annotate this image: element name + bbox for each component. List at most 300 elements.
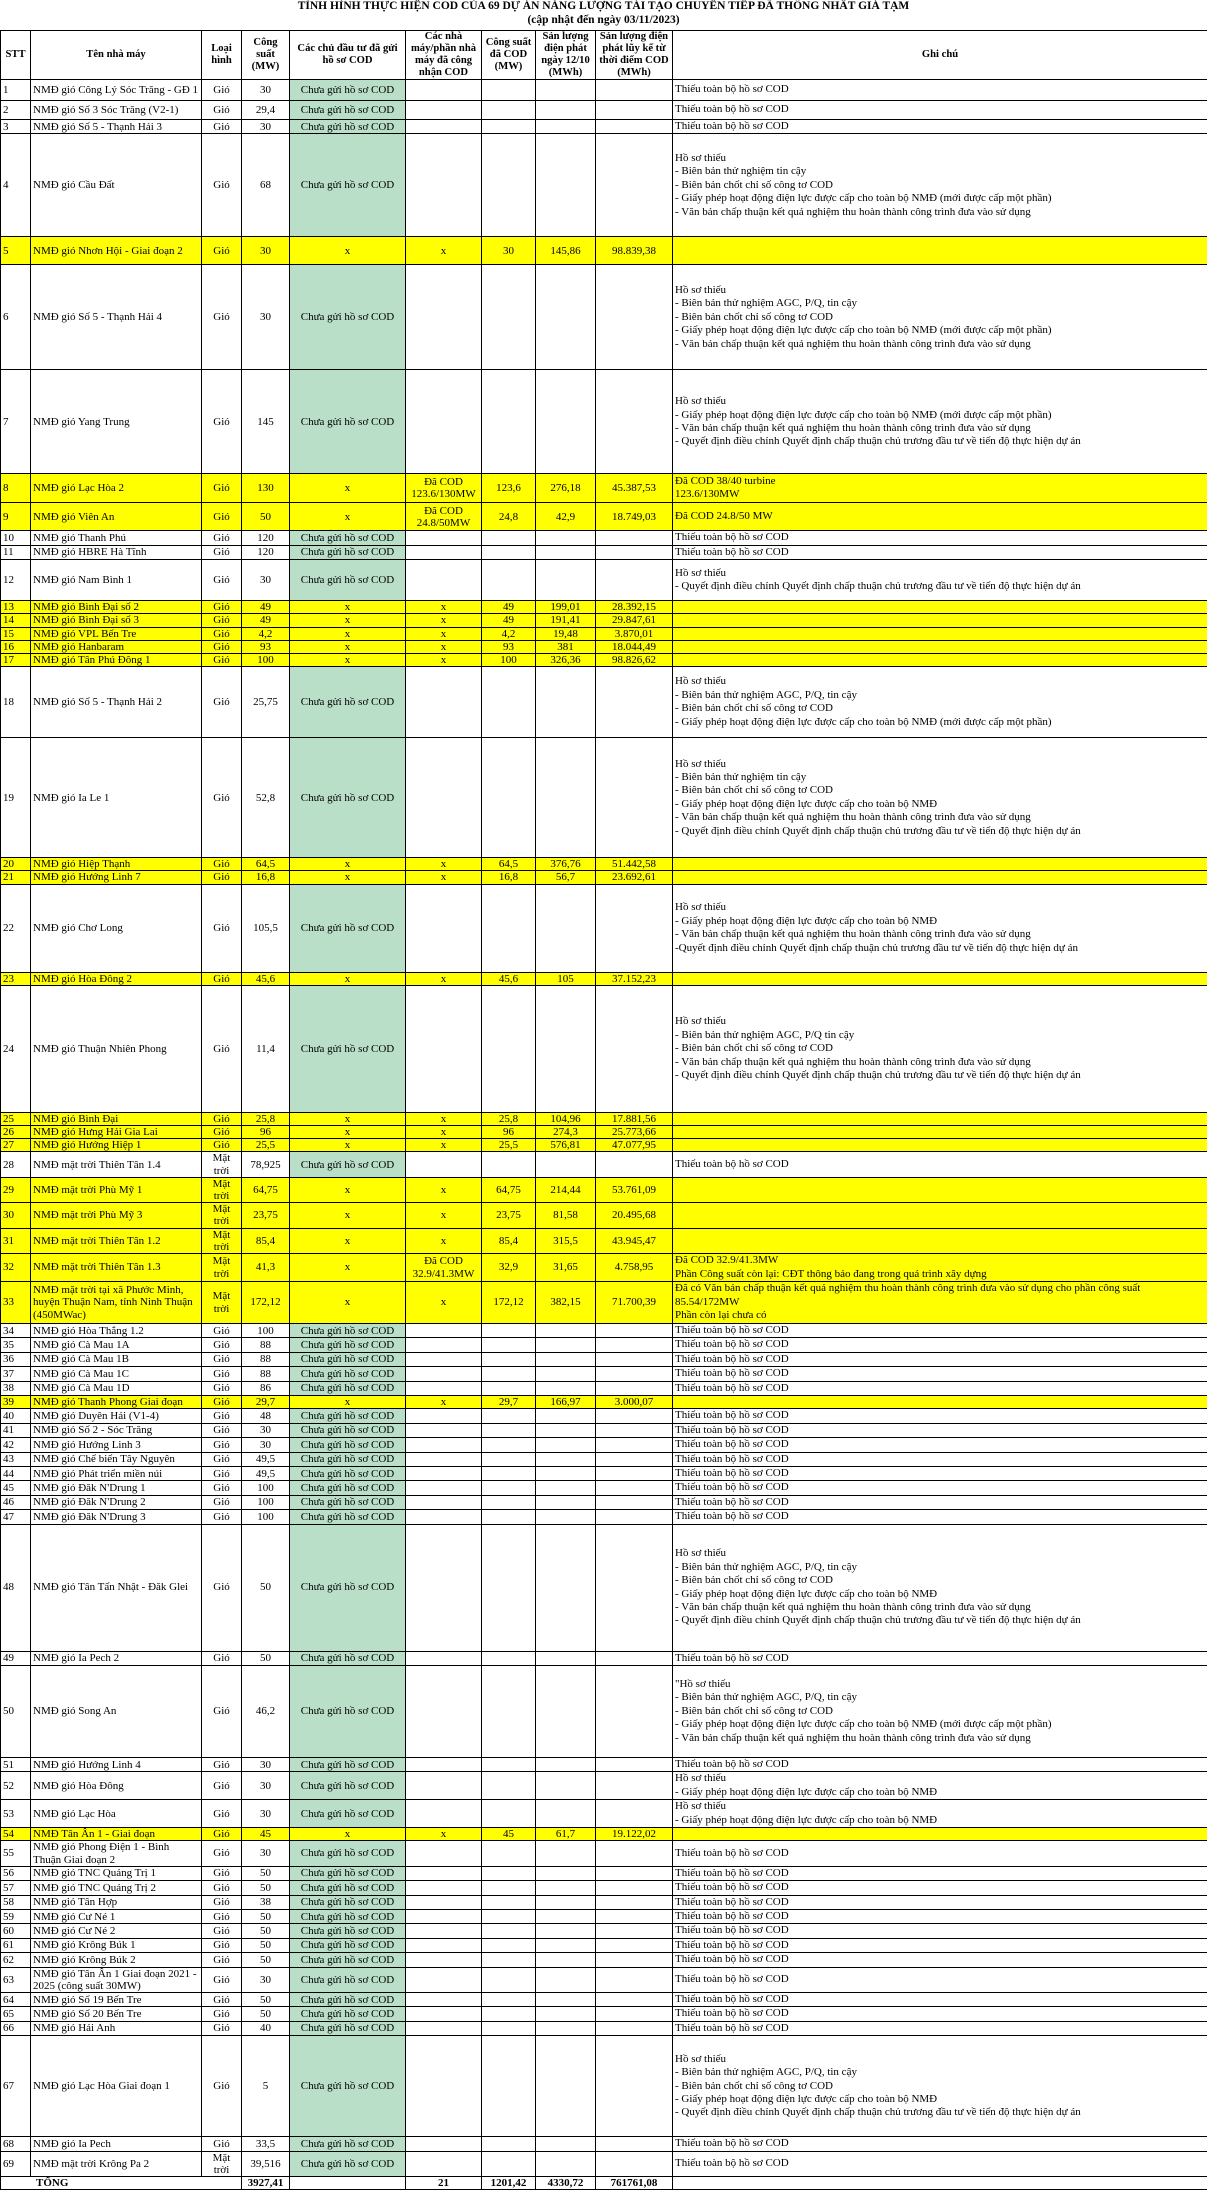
capacity: 25,75 xyxy=(242,667,290,738)
plant-name: NMĐ gió Cầu Đất xyxy=(31,134,202,237)
plant-type: Gió xyxy=(202,1409,242,1423)
cumulative-output xyxy=(596,1352,673,1366)
cod-capacity xyxy=(482,560,536,601)
notes xyxy=(673,1126,1207,1139)
plant-type: Gió xyxy=(202,1324,242,1338)
row-stt: 68 xyxy=(1,2137,31,2151)
cod-recognized xyxy=(406,1651,482,1665)
cod-capacity xyxy=(482,531,536,545)
table-row xyxy=(1,1967,1207,1992)
daily-output xyxy=(536,1152,596,1177)
table-row xyxy=(1,627,1207,640)
daily-output: 104,96 xyxy=(536,1112,596,1125)
capacity: 29,7 xyxy=(242,1396,290,1409)
plant-type: Gió xyxy=(202,2007,242,2021)
capacity: 96 xyxy=(242,1126,290,1139)
cod-capacity: 23,75 xyxy=(482,1203,536,1228)
daily-output xyxy=(536,2021,596,2035)
daily-output xyxy=(536,1665,596,1757)
cumulative-output xyxy=(596,1953,673,1967)
capacity: 25,8 xyxy=(242,1112,290,1125)
table-row xyxy=(1,1338,1207,1352)
table-row xyxy=(1,560,1207,601)
row-stt: 10 xyxy=(1,531,31,545)
plant-name: NMĐ gió Krông Búk 1 xyxy=(31,1938,202,1952)
daily-output xyxy=(536,2151,596,2176)
plant-name: NMĐ gió Cư Né 2 xyxy=(31,1924,202,1938)
total-notes xyxy=(673,2177,1207,2190)
cumulative-output xyxy=(596,1367,673,1381)
cod-recognized: x xyxy=(406,237,482,265)
notes: Hồ sơ thiếu - Giấy phép hoạt động điện lực được cấp cho toàn bộ NMĐ - Văn bản chấp thuận kết quả nghiệm thu hoàn thành công trình đưa vào sử dụng -Quyết định điều chỉnh Quyết định chấp thuận chủ trương đầu tư về tiến độ thực hiện dự án xyxy=(673,884,1207,972)
daily-output xyxy=(536,1423,596,1437)
cod-recognized xyxy=(406,80,482,101)
capacity: 120 xyxy=(242,545,290,559)
row-stt: 17 xyxy=(1,654,31,667)
row-stt: 42 xyxy=(1,1438,31,1452)
notes: Đã có Văn bản chấp thuận kết quả nghiệm thu hoàn thành công trình đưa vào sử dụng cho phần công suất 85.54/172MW Phần còn lại chưa có xyxy=(673,1282,1207,1324)
cod-submitted: x xyxy=(290,654,406,667)
plant-type: Gió xyxy=(202,1452,242,1466)
cumulative-output xyxy=(596,120,673,134)
cod-capacity: 49 xyxy=(482,614,536,627)
notes: Thiếu toàn bộ hồ sơ COD xyxy=(673,1895,1207,1909)
notes: Thiếu toàn bộ hồ sơ COD xyxy=(673,101,1207,120)
cod-recognized xyxy=(406,1757,482,1771)
notes xyxy=(673,858,1207,871)
cod-recognized xyxy=(406,265,482,370)
row-stt: 32 xyxy=(1,1254,31,1282)
plant-name: NMĐ gió Hướng Linh 7 xyxy=(31,871,202,884)
table-row xyxy=(1,1953,1207,1967)
capacity: 50 xyxy=(242,1953,290,1967)
table-row xyxy=(1,101,1207,120)
cod-submitted: x xyxy=(290,1126,406,1139)
notes: Thiếu toàn bộ hồ sơ COD xyxy=(673,545,1207,559)
daily-output xyxy=(536,80,596,101)
notes: Thiếu toàn bộ hồ sơ COD xyxy=(673,1841,1207,1866)
notes: Hồ sơ thiếu - Biên bản thử nghiệm tin cậy - Biên bản chốt chỉ số công tơ COD - Giấy phép hoạt động điện lực được cấp cho toàn bộ NMĐ - Văn bản chấp thuận kết quả nghiệm thu hoàn thành công trình đưa vào sử dụng - Quyết định điều chỉnh Quyết định chấp thuận chủ trương đầu tư về tiến độ thực hiện dự án xyxy=(673,738,1207,858)
plant-name: NMĐ gió Thanh Phú xyxy=(31,531,202,545)
cod-recognized: x xyxy=(406,1828,482,1841)
plant-type: Gió xyxy=(202,2021,242,2035)
table-row xyxy=(1,667,1207,738)
plant-name: NMĐ gió Yang Trung xyxy=(31,370,202,474)
daily-output: 81,58 xyxy=(536,1203,596,1228)
table-row xyxy=(1,1254,1207,1282)
cumulative-output xyxy=(596,1510,673,1524)
notes: Thiếu toàn bộ hồ sơ COD xyxy=(673,2151,1207,2176)
cod-recognized xyxy=(406,1409,482,1423)
capacity: 100 xyxy=(242,1481,290,1495)
cod-capacity xyxy=(482,2021,536,2035)
cumulative-output xyxy=(596,1524,673,1651)
notes: Thiếu toàn bộ hồ sơ COD xyxy=(673,1466,1207,1480)
cumulative-output xyxy=(596,1324,673,1338)
cumulative-output xyxy=(596,1381,673,1395)
cod-submitted: Chưa gửi hồ sơ COD xyxy=(290,667,406,738)
cod-recognized xyxy=(406,1381,482,1395)
table-row xyxy=(1,601,1207,614)
cod-recognized: x xyxy=(406,1112,482,1125)
cumulative-output: 98.839,38 xyxy=(596,237,673,265)
capacity: 45 xyxy=(242,1828,290,1841)
cumulative-output xyxy=(596,1481,673,1495)
plant-type: Gió xyxy=(202,858,242,871)
notes xyxy=(673,1203,1207,1228)
daily-output xyxy=(536,1438,596,1452)
cumulative-output xyxy=(596,560,673,601)
total-daily-output: 4330,72 xyxy=(536,2177,596,2190)
cod-submitted: Chưa gửi hồ sơ COD xyxy=(290,1352,406,1366)
col-header-cod-submitted: Các chủ đầu tư đã gửi hồ sơ COD xyxy=(290,31,406,80)
plant-name: NMĐ gió Cà Mau 1B xyxy=(31,1352,202,1366)
cod-recognized xyxy=(406,2036,482,2137)
plant-type: Gió xyxy=(202,1841,242,1866)
row-stt: 56 xyxy=(1,1866,31,1880)
plant-type: Gió xyxy=(202,738,242,858)
plant-name: NMĐ gió Bình Đại số 3 xyxy=(31,614,202,627)
cumulative-output xyxy=(596,1881,673,1895)
plant-type: Gió xyxy=(202,1352,242,1366)
row-stt: 5 xyxy=(1,237,31,265)
cod-submitted: x xyxy=(290,1254,406,1282)
notes: Thiếu toàn bộ hồ sơ COD xyxy=(673,1910,1207,1924)
row-stt: 67 xyxy=(1,2036,31,2137)
cumulative-output: 28.392,15 xyxy=(596,601,673,614)
daily-output xyxy=(536,985,596,1112)
cumulative-output: 43.945,47 xyxy=(596,1228,673,1253)
cumulative-output: 3.000,07 xyxy=(596,1396,673,1409)
capacity: 105,5 xyxy=(242,884,290,972)
plant-name: NMĐ gió Nam Bình 1 xyxy=(31,560,202,601)
notes: Thiếu toàn bộ hồ sơ COD xyxy=(673,2021,1207,2035)
cod-submitted: Chưa gửi hồ sơ COD xyxy=(290,1338,406,1352)
daily-output xyxy=(536,1757,596,1771)
cod-submitted: Chưa gửi hồ sơ COD xyxy=(290,1438,406,1452)
table-row xyxy=(1,1352,1207,1366)
plant-type: Gió xyxy=(202,884,242,972)
cod-submitted: Chưa gửi hồ sơ COD xyxy=(290,1993,406,2007)
plant-type: Gió xyxy=(202,1665,242,1757)
plant-type: Gió xyxy=(202,2036,242,2137)
plant-name: NMĐ gió Hòa Đông xyxy=(31,1772,202,1800)
table-row xyxy=(1,120,1207,134)
cumulative-output xyxy=(596,1757,673,1771)
cod-submitted: Chưa gửi hồ sơ COD xyxy=(290,1772,406,1800)
capacity: 130 xyxy=(242,474,290,503)
table-row xyxy=(1,972,1207,985)
cod-recognized xyxy=(406,1423,482,1437)
cod-submitted: Chưa gửi hồ sơ COD xyxy=(290,1924,406,1938)
table-row xyxy=(1,985,1207,1112)
plant-type: Gió xyxy=(202,1866,242,1880)
cumulative-output xyxy=(596,884,673,972)
table-row xyxy=(1,1651,1207,1665)
daily-output xyxy=(536,2036,596,2137)
notes: Thiếu toàn bộ hồ sơ COD xyxy=(673,1651,1207,1665)
plant-type: Gió xyxy=(202,560,242,601)
cod-capacity: 64,5 xyxy=(482,858,536,871)
cod-capacity xyxy=(482,667,536,738)
cumulative-output xyxy=(596,1338,673,1352)
daily-output: 376,76 xyxy=(536,858,596,871)
table-row xyxy=(1,1452,1207,1466)
daily-output: 19,48 xyxy=(536,627,596,640)
cumulative-output xyxy=(596,1924,673,1938)
daily-output: 576,81 xyxy=(536,1139,596,1152)
row-stt: 13 xyxy=(1,601,31,614)
cod-capacity xyxy=(482,1651,536,1665)
capacity: 88 xyxy=(242,1352,290,1366)
total-label: TỔNG xyxy=(1,2177,242,2190)
report-subtitle: (cập nhật đến ngày 03/11/2023) xyxy=(0,14,1207,28)
cod-submitted: x xyxy=(290,972,406,985)
notes: Thiếu toàn bộ hồ sơ COD xyxy=(673,1938,1207,1952)
plant-name: NMĐ gió Cà Mau 1C xyxy=(31,1367,202,1381)
cod-capacity: 25,8 xyxy=(482,1112,536,1125)
notes: Thiếu toàn bộ hồ sơ COD xyxy=(673,2137,1207,2151)
cumulative-output: 45.387,53 xyxy=(596,474,673,503)
cod-submitted: Chưa gửi hồ sơ COD xyxy=(290,101,406,120)
daily-output xyxy=(536,2007,596,2021)
daily-output xyxy=(536,1481,596,1495)
row-stt: 25 xyxy=(1,1112,31,1125)
cod-capacity xyxy=(482,1409,536,1423)
table-row xyxy=(1,1324,1207,1338)
daily-output xyxy=(536,1895,596,1909)
table-row xyxy=(1,1177,1207,1202)
cod-recognized: Đã COD 123.6/130MW xyxy=(406,474,482,503)
table-row xyxy=(1,640,1207,653)
notes xyxy=(673,1396,1207,1409)
cumulative-output xyxy=(596,1495,673,1509)
table-row xyxy=(1,1800,1207,1828)
plant-type: Gió xyxy=(202,370,242,474)
plant-name: NMĐ gió Cư Né 1 xyxy=(31,1910,202,1924)
row-stt: 54 xyxy=(1,1828,31,1841)
capacity: 46,2 xyxy=(242,1665,290,1757)
plant-type: Mặt trời xyxy=(202,1282,242,1324)
row-stt: 58 xyxy=(1,1895,31,1909)
row-stt: 37 xyxy=(1,1367,31,1381)
cod-recognized xyxy=(406,1800,482,1828)
plant-name: NMĐ gió Phong Điện 1 - Bình Thuận Giai đoạn 2 xyxy=(31,1841,202,1866)
cod-capacity xyxy=(482,1910,536,1924)
table-row xyxy=(1,531,1207,545)
cod-submitted: Chưa gửi hồ sơ COD xyxy=(290,560,406,601)
cumulative-output: 3.870,01 xyxy=(596,627,673,640)
cod-capacity xyxy=(482,1800,536,1828)
cod-submitted: Chưa gửi hồ sơ COD xyxy=(290,2151,406,2176)
notes: Thiếu toàn bộ hồ sơ COD xyxy=(673,1367,1207,1381)
cod-submitted: Chưa gửi hồ sơ COD xyxy=(290,1910,406,1924)
row-stt: 52 xyxy=(1,1772,31,1800)
plant-name: NMĐ mặt trời Krông Pa 2 xyxy=(31,2151,202,2176)
cod-recognized xyxy=(406,370,482,474)
plant-name: NMĐ gió Nhơn Hội - Giai đoạn 2 xyxy=(31,237,202,265)
cod-submitted: x xyxy=(290,237,406,265)
table-row xyxy=(1,237,1207,265)
daily-output: 381 xyxy=(536,640,596,653)
daily-output xyxy=(536,2137,596,2151)
capacity: 50 xyxy=(242,1524,290,1651)
cod-submitted: Chưa gửi hồ sơ COD xyxy=(290,1665,406,1757)
plant-name: NMĐ gió Đăk N'Drung 1 xyxy=(31,1481,202,1495)
table-row xyxy=(1,1924,1207,1938)
daily-output xyxy=(536,1993,596,2007)
table-row xyxy=(1,1524,1207,1651)
total-cod-submitted xyxy=(290,2177,406,2190)
daily-output xyxy=(536,1651,596,1665)
plant-type: Gió xyxy=(202,1800,242,1828)
cod-submitted: Chưa gửi hồ sơ COD xyxy=(290,1953,406,1967)
plant-name: NMĐ gió Bình Đại số 2 xyxy=(31,601,202,614)
plant-name: NMĐ gió Đăk N'Drung 3 xyxy=(31,1510,202,1524)
cod-recognized: x xyxy=(406,614,482,627)
plant-name: NMĐ gió Tân Phú Đông 1 xyxy=(31,654,202,667)
capacity: 120 xyxy=(242,531,290,545)
cumulative-output xyxy=(596,265,673,370)
cod-submitted: Chưa gửi hồ sơ COD xyxy=(290,2021,406,2035)
capacity: 5 xyxy=(242,2036,290,2137)
cod-submitted: x xyxy=(290,627,406,640)
plant-name: NMĐ gió Ia Pech xyxy=(31,2137,202,2151)
notes: Thiếu toàn bộ hồ sơ COD xyxy=(673,1993,1207,2007)
plant-name: NMĐ mặt trời Thiên Tân 1.2 xyxy=(31,1228,202,1253)
cod-submitted: Chưa gửi hồ sơ COD xyxy=(290,1466,406,1480)
notes: Thiếu toàn bộ hồ sơ COD xyxy=(673,1924,1207,1938)
plant-name: NMĐ gió Số 20 Bến Tre xyxy=(31,2007,202,2021)
row-stt: 11 xyxy=(1,545,31,559)
cod-recognized xyxy=(406,120,482,134)
plant-type: Gió xyxy=(202,871,242,884)
notes: Thiếu toàn bộ hồ sơ COD xyxy=(673,1481,1207,1495)
cod-recognized: x xyxy=(406,1282,482,1324)
daily-output xyxy=(536,1924,596,1938)
cod-capacity xyxy=(482,1993,536,2007)
row-stt: 50 xyxy=(1,1665,31,1757)
capacity: 38 xyxy=(242,1895,290,1909)
cod-recognized xyxy=(406,1367,482,1381)
cod-submitted: Chưa gửi hồ sơ COD xyxy=(290,1367,406,1381)
notes: Hồ sơ thiếu - Biên bản thử nghiệm AGC, P/Q, tin cậy - Biên bản chốt chỉ số công tơ COD - Giấy phép hoạt động điện lực được cấp cho toàn bộ NMĐ (mới được cấp một phần) - Văn bản chấp thuận kết quả nghiệm thu hoàn thành công trình đưa vào sử dụng xyxy=(673,265,1207,370)
cod-recognized xyxy=(406,1938,482,1952)
cod-capacity xyxy=(482,738,536,858)
capacity: 50 xyxy=(242,503,290,531)
capacity: 50 xyxy=(242,1938,290,1952)
daily-output xyxy=(536,370,596,474)
cod-submitted: Chưa gửi hồ sơ COD xyxy=(290,370,406,474)
cod-submitted: Chưa gửi hồ sơ COD xyxy=(290,1866,406,1880)
plant-type: Mặt trời xyxy=(202,2151,242,2176)
notes: Thiếu toàn bộ hồ sơ COD xyxy=(673,120,1207,134)
cumulative-output: 19.122,02 xyxy=(596,1828,673,1841)
daily-output xyxy=(536,1772,596,1800)
table-row xyxy=(1,2036,1207,2137)
plant-name: NMĐ gió Hải Anh xyxy=(31,2021,202,2035)
plant-name: NMĐ gió Đăk N'Drung 2 xyxy=(31,1495,202,1509)
cod-recognized xyxy=(406,1841,482,1866)
capacity: 50 xyxy=(242,1651,290,1665)
cod-capacity xyxy=(482,1757,536,1771)
daily-output xyxy=(536,545,596,559)
table-row xyxy=(1,1396,1207,1409)
row-stt: 57 xyxy=(1,1881,31,1895)
table-row xyxy=(1,1910,1207,1924)
cod-recognized: x xyxy=(406,1396,482,1409)
cod-recognized xyxy=(406,1993,482,2007)
cod-recognized: x xyxy=(406,972,482,985)
cod-recognized: x xyxy=(406,871,482,884)
table-row xyxy=(1,654,1207,667)
plant-name: NMĐ Tân Ân 1 - Giai đoạn xyxy=(31,1828,202,1841)
daily-output xyxy=(536,1338,596,1352)
cod-capacity xyxy=(482,1510,536,1524)
cod-submitted: Chưa gửi hồ sơ COD xyxy=(290,2007,406,2021)
plant-type: Gió xyxy=(202,1338,242,1352)
row-stt: 43 xyxy=(1,1452,31,1466)
cod-submitted: Chưa gửi hồ sơ COD xyxy=(290,134,406,237)
cod-capacity xyxy=(482,370,536,474)
cod-recognized xyxy=(406,101,482,120)
plant-type: Gió xyxy=(202,503,242,531)
plant-name: NMĐ mặt trời Phù Mỹ 1 xyxy=(31,1177,202,1202)
cod-capacity xyxy=(482,1524,536,1651)
table-row xyxy=(1,1772,1207,1800)
cod-capacity: 123,6 xyxy=(482,474,536,503)
plant-type: Gió xyxy=(202,667,242,738)
total-cumulative-output: 761761,08 xyxy=(596,2177,673,2190)
cod-submitted: Chưa gửi hồ sơ COD xyxy=(290,1510,406,1524)
report-title: TÌNH HÌNH THỰC HIỆN COD CỦA 69 DỰ ÁN NĂNG LƯỢNG TÁI TẠO CHUYỂN TIẾP ĐÃ THỐNG NHẤT GIÁ TẠM xyxy=(0,0,1207,14)
table-row xyxy=(1,1757,1207,1771)
table-row xyxy=(1,1895,1207,1909)
notes xyxy=(673,1112,1207,1125)
cod-recognized xyxy=(406,545,482,559)
notes: Hồ sơ thiếu - Biên bản thử nghiệm AGC, P/Q, tin cậy - Biên bản chốt chỉ số công tơ COD - Giấy phép hoạt động điện lực được cấp cho toàn bộ NMĐ - Văn bản chấp thuận kết quả nghiệm thu hoàn thành công trình đưa vào sử dụng - Quyết định điều chỉnh Quyết định chấp thuận chủ trương đầu tư về tiến độ thực hiện dự án xyxy=(673,1524,1207,1651)
cod-capacity: 85,4 xyxy=(482,1228,536,1253)
cumulative-output xyxy=(596,134,673,237)
row-stt: 18 xyxy=(1,667,31,738)
cod-recognized xyxy=(406,1665,482,1757)
plant-name: NMĐ mặt trời Thiên Tân 1.3 xyxy=(31,1254,202,1282)
cumulative-output xyxy=(596,1910,673,1924)
notes: "Hồ sơ thiếu - Biên bản thử nghiệm AGC, P/Q, tin cậy - Biên bản chốt chỉ số công tơ COD - Giấy phép hoạt động điện lực được cấp cho toàn bộ NMĐ (mới được cấp một phần) - Văn bản chấp thuận kết quả nghiệm thu hoàn thành công trình đưa vào sử dụng xyxy=(673,1665,1207,1757)
cumulative-output xyxy=(596,1409,673,1423)
cod-recognized xyxy=(406,1352,482,1366)
cod-capacity: 25,5 xyxy=(482,1139,536,1152)
daily-output: 326,36 xyxy=(536,654,596,667)
cumulative-output xyxy=(596,2021,673,2035)
cod-capacity: 24,8 xyxy=(482,503,536,531)
cod-capacity: 4,2 xyxy=(482,627,536,640)
table-row xyxy=(1,2151,1207,2176)
cod-capacity xyxy=(482,1495,536,1509)
cod-recognized xyxy=(406,884,482,972)
cod-capacity xyxy=(482,1881,536,1895)
plant-type: Mặt trời xyxy=(202,1203,242,1228)
plant-name: NMĐ gió Hướng Hiệp 1 xyxy=(31,1139,202,1152)
table-row xyxy=(1,503,1207,531)
plant-name: NMĐ gió Thanh Phong Giai đoạn xyxy=(31,1396,202,1409)
table-header-row xyxy=(1,31,1207,80)
capacity: 100 xyxy=(242,654,290,667)
total-cod-capacity: 1201,42 xyxy=(482,2177,536,2190)
notes: Hồ sơ thiếu - Biên bản thử nghiệm AGC, P/Q, tin cậy - Biên bản chốt chỉ số công tơ COD - Giấy phép hoạt động điện lực được cấp cho toàn bộ NMĐ (mới được cấp một phần) xyxy=(673,667,1207,738)
notes xyxy=(673,1828,1207,1841)
col-header-daily-output: Sản lượng điện phát ngày 12/10 (MWh) xyxy=(536,31,596,80)
